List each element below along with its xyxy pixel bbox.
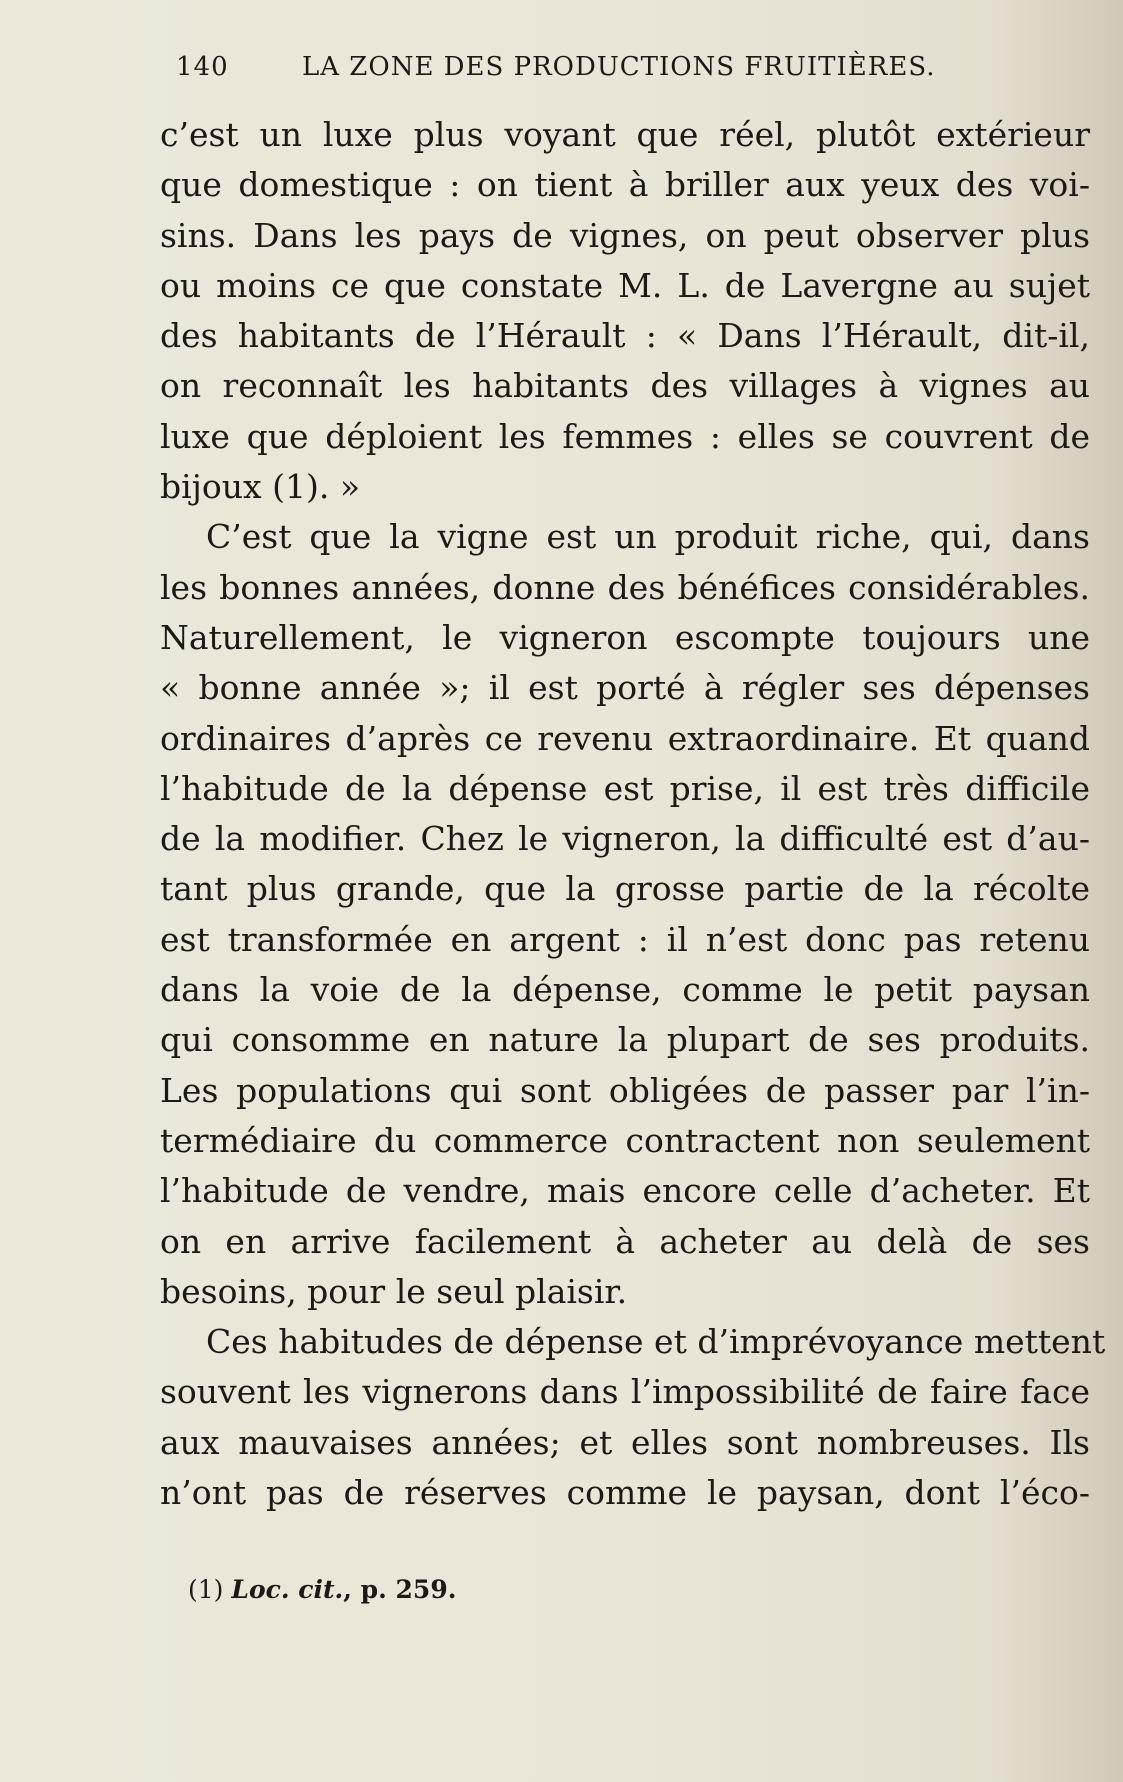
text-line: qui consomme en nature la plupart de ses produits. bbox=[160, 1020, 1090, 1060]
running-header bbox=[176, 52, 1076, 92]
text-line: on reconnaît les habitants des villages à vignes au bbox=[160, 366, 1090, 406]
text-line: c’est un luxe plus voyant que réel, plutôt extérieur bbox=[160, 115, 1090, 154]
text-line: Naturellement, le vigneron escompte toujours une bbox=[160, 617, 1090, 657]
paragraph-3 bbox=[160, 1317, 1106, 1518]
text-line: aux mauvaises années; et elles sont nombreuses. Ils bbox=[160, 1422, 1090, 1462]
footnote bbox=[188, 1575, 456, 1604]
text-line: Ces habitudes de dépense et d’imprévoyance mettent bbox=[206, 1322, 1106, 1362]
text-line: souvent les vignerons dans l’impossibilité de faire face bbox=[160, 1372, 1090, 1412]
text-line: l’habitude de la dépense est prise, il est très difficile bbox=[160, 768, 1090, 808]
text-line: l’habitude de vendre, mais encore celle d’acheter. Et bbox=[160, 1171, 1090, 1211]
footnote-mark: (1) bbox=[188, 1575, 224, 1604]
page-number: 140 bbox=[176, 52, 229, 82]
text-line: bijoux (1). » bbox=[160, 467, 361, 507]
text-line: de la modifier. Chez le vigneron, la difficulté est d’au- bbox=[160, 819, 1090, 859]
text-line: C’est que la vigne est un produit riche, qui, dans bbox=[206, 517, 1090, 557]
text-line: sins. Dans les pays de vignes, on peut observer plus bbox=[160, 215, 1090, 255]
footnote-page: , p. 259. bbox=[343, 1575, 457, 1604]
text-line: besoins, pour le seul plaisir. bbox=[160, 1271, 628, 1311]
paragraph-1 bbox=[160, 110, 1090, 512]
footnote-reference: Loc. cit. bbox=[231, 1575, 344, 1604]
text-line: Les populations qui sont obligées de passer par l’in- bbox=[160, 1070, 1090, 1110]
body-text bbox=[160, 110, 1106, 1518]
text-line: n’ont pas de réserves comme le paysan, dont l’éco- bbox=[160, 1473, 1090, 1513]
text-line: dans la voie de la dépense, comme le petit paysan bbox=[160, 970, 1090, 1010]
text-line: que domestique : on tient à briller aux yeux des voi- bbox=[160, 165, 1090, 205]
text-line: on en arrive facilement à acheter au delà de ses bbox=[160, 1221, 1090, 1261]
paragraph-2 bbox=[160, 512, 1090, 1317]
text-line: « bonne année »; il est porté à régler ses dépenses bbox=[160, 668, 1090, 708]
text-line: luxe que déploient les femmes : elles se couvrent de bbox=[160, 416, 1090, 456]
text-line: ordinaires d’après ce revenu extraordinaire. Et quand bbox=[160, 718, 1090, 758]
text-line: ou moins ce que constate M. L. de Lavergne au sujet bbox=[160, 265, 1090, 305]
text-line: les bonnes années, donne des bénéfices considérables. bbox=[160, 567, 1090, 607]
text-line: des habitants de l’Hérault : « Dans l’Hérault, dit-il, bbox=[160, 316, 1090, 356]
text-line: tant plus grande, que la grosse partie de la récolte bbox=[160, 869, 1090, 909]
running-title: LA ZONE DES PRODUCTIONS FRUITIÈRES. bbox=[302, 52, 936, 82]
text-line: termédiaire du commerce contractent non seulement bbox=[160, 1120, 1090, 1160]
text-line: est transformée en argent : il n’est donc pas retenu bbox=[160, 919, 1090, 959]
